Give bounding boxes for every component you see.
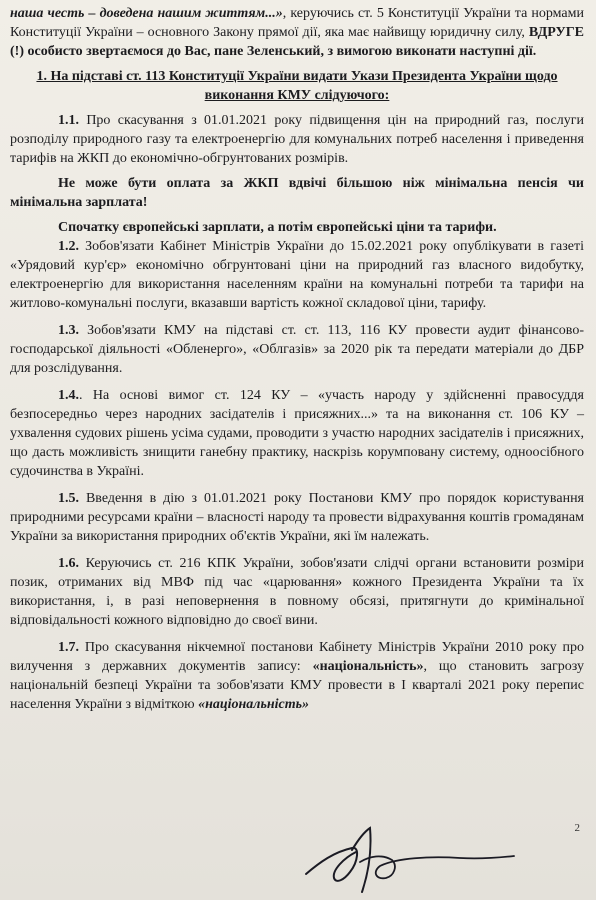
item-text: Зобов'язати КМУ на підставі ст. ст. 113, 116 КУ провести аудит фінансово-господарської діяльності «Обленерго», «Облгазів» за 2020 рік та передати матеріали до ДБР для розслідування. [10, 323, 584, 376]
item-text: Введення в дію з 01.01.2021 року Постанови КМУ про порядок користування природними ресурсами країни – власності народу та провести відрахування коштів громадянам України за використання природних об'єктів України, які їм належать. [10, 491, 584, 544]
item-number: 1.2. [58, 239, 79, 254]
quote-ending: наша честь – доведена нашим життям...» [10, 6, 283, 21]
item-text: . На основі вимог ст. 124 КУ – «участь народу у здійсненні правосуддя безпосередньо через народних засідателів і присяжних...» та на виконання ст. 106 КУ – ухвалення судових рішень усіма судами, проводити з участю народних засідателів і присяжних, що дасть можливість знищити ганебну практику, наскрізь корумповану систему, одноосібного судочинства в Україні. [10, 388, 584, 479]
paragraph-1-2 [10, 237, 584, 313]
nationality-term-2: «національність» [198, 697, 310, 712]
paragraph-1-3 [10, 321, 584, 378]
intro-demand: ВДРУГЕ (!) особисто звертаємося до Вас, пане Зеленський, з вимогою виконати наступні дії. [10, 25, 584, 59]
item-number: 1.6. [58, 556, 79, 571]
item-number: 1.7. [58, 640, 79, 655]
page-number: 2 [574, 822, 580, 834]
item-number: 1.5. [58, 491, 79, 506]
item-text: Про скасування нікчемної постанови Кабінету Міністрів України 2010 року про вилучення з державних документів запису: [10, 640, 584, 674]
paragraph-1-5 [10, 489, 584, 546]
bold-statement-1: Не може бути оплата за ЖКП вдвічі більшою ніж мінімальна пенсія чи мінімальна зарплата! [10, 176, 584, 210]
item-text: Керуючись ст. 216 КПК України, зобов'язати слідчі органи встановити розміри позик, отриманих від МВФ під час «царювання» кожного Президента України та їх використання, і, в разі неповернення в повному обсязі, притягнути до кримінальної відповідальності кожного відповідно до своєї вини. [10, 556, 584, 628]
paragraph-intro [10, 4, 584, 61]
document-body [10, 4, 584, 714]
paragraph-1-4 [10, 386, 584, 481]
item-number: 1.1. [58, 113, 79, 128]
handwritten-signature [300, 822, 520, 898]
item-number: 1.3. [58, 323, 79, 338]
paragraph-1-1 [10, 111, 584, 168]
bold-statement-2: Спочатку європейські зарплати, а потім європейські ціни та тарифи. [58, 220, 497, 235]
intro-text: , керуючись ст. 5 Конституції України та нормами Конституції України – основного Закону прямої дії, яка має найвищу юридичну силу, [10, 6, 584, 40]
paragraph-1-7 [10, 638, 584, 714]
item-text: Про скасування з 01.01.2021 року підвищення цін на природний газ, послуги розподілу природного газу та електроенергію для комунальних потреб населення і приведення тарифів на ЖКП до економічно-обгрунтованих розмірів. [10, 113, 584, 166]
item-text-continued: , що становить загрозу національній безпеці України та зобов'язати КМУ провести в I кварталі 2021 року перепис населення України з відміткою [10, 659, 584, 712]
section-1-heading: 1. На підставі ст. 113 Конституції України видати Укази Президента України щодо виконання КМУ слідуючого: [36, 69, 558, 103]
paragraph-1-6 [10, 554, 584, 630]
item-number: 1.4. [58, 388, 79, 403]
item-text: Зобов'язати Кабінет Міністрів України до 15.02.2021 року опублікувати в газеті «Урядовий кур'єр» економічно обгрунтовані ціни на природний газ власного видобутку, електроенергію для використання населенням країни на комунальні потреби та тарифи на житлово-комунальні послуги, вказавши вартість кожної складової ціни, тарифу. [10, 239, 584, 311]
nationality-term: «національність» [312, 659, 424, 674]
